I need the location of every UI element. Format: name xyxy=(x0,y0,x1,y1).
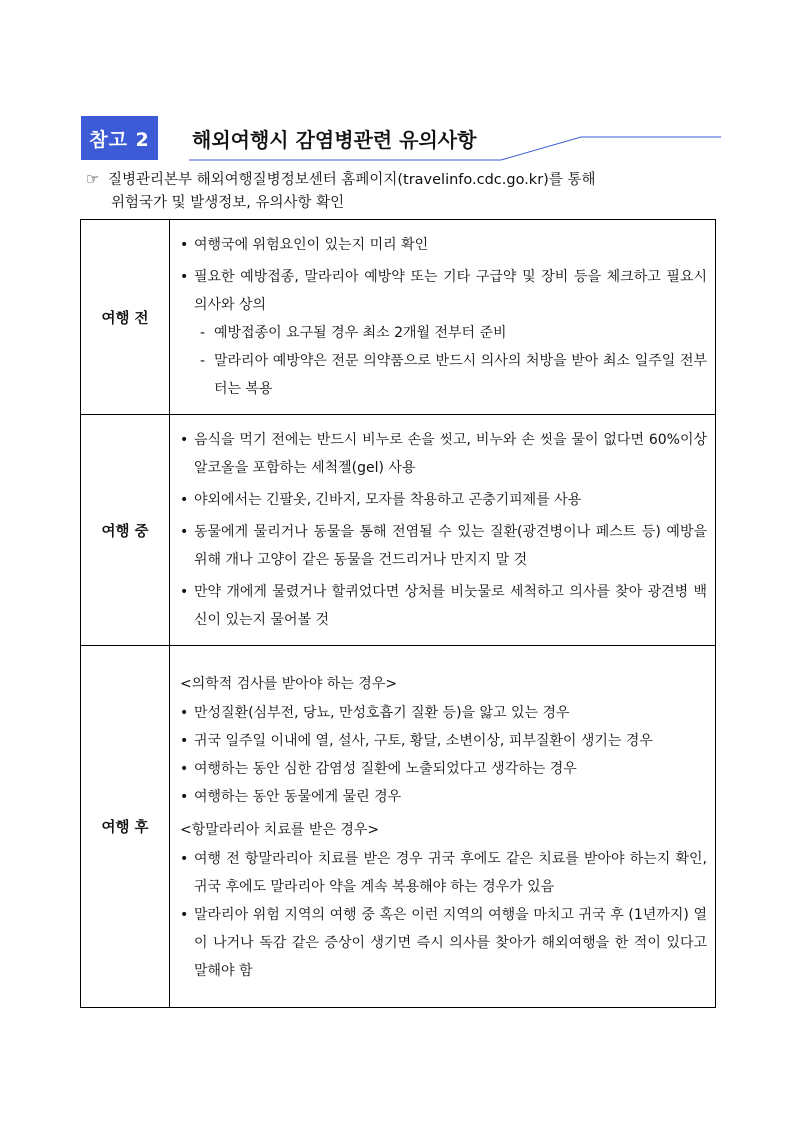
label-during: 여행 중 xyxy=(81,415,170,646)
list-item: • 귀국 일주일 이내에 열, 설사, 구토, 황달, 소변이상, 피부질환이 생기는 경우 xyxy=(180,727,707,755)
intro-line-1 xyxy=(86,168,716,192)
label-before: 여행 전 xyxy=(81,220,170,415)
content-before xyxy=(170,220,716,415)
list-item: - 예방접종이 요구될 경우 최소 2개월 전부터 준비 xyxy=(180,319,707,347)
pointing-hand-icon: ☞ xyxy=(86,170,100,188)
list-item: • 여행국에 위험요인이 있는지 미리 확인 xyxy=(180,231,707,259)
list-item: - 말라리아 예방약은 전문 의약품으로 반드시 의사의 처방을 받아 최소 일주일 전부터는 복용 xyxy=(180,347,707,403)
list-item: • 말라리아 위험 지역의 여행 중 혹은 이런 지역의 여행을 마치고 귀국 후 (1년까지) 열이 나거나 독감 같은 증상이 생기면 즉시 의사를 찾아가 해외여행을 한 적이 있다고 말해야 함 xyxy=(180,901,707,985)
intro-note xyxy=(86,168,716,215)
subheading: <의학적 검사를 받아야 하는 경우> xyxy=(180,675,398,692)
list-item: • 야외에서는 긴팔옷, 긴바지, 모자를 착용하고 곤충기피제를 사용 xyxy=(180,486,707,514)
row-before xyxy=(81,220,716,415)
header-rule xyxy=(81,116,721,164)
list-item: • 필요한 예방접종, 말라리아 예방약 또는 기타 구급약 및 장비 등을 체크하고 필요시 의사와 상의 xyxy=(180,263,707,319)
intro-text-1: 질병관리본부 해외여행질병정보센터 홈페이지(travelinfo.cdc.go.kr)를 통해 xyxy=(108,172,596,188)
list-item: • 음식을 먹기 전에는 반드시 비누로 손을 씻고, 비누와 손 씻을 물이 없다면 60%이상 알코올을 포함하는 세척젤(gel) 사용 xyxy=(180,426,707,482)
label-after: 여행 후 xyxy=(81,646,170,1008)
reference-badge: 참고 2 xyxy=(81,116,158,160)
subheading: <항말라리아 치료를 받은 경우> xyxy=(180,821,380,838)
intro-line-2: 위험국가 및 발생정보, 유의사항 확인 xyxy=(111,195,345,211)
content-during xyxy=(170,415,716,646)
precautions-table xyxy=(80,219,716,1008)
row-during xyxy=(81,415,716,646)
section-header xyxy=(81,116,721,164)
content-after xyxy=(170,646,716,1008)
list-item: • 여행하는 동안 동물에게 물린 경우 xyxy=(180,783,707,811)
list-item: • 만성질환(심부전, 당뇨, 만성호흡기 질환 등)을 앓고 있는 경우 xyxy=(180,699,707,727)
row-after xyxy=(81,646,716,1008)
list-item: • 여행하는 동안 심한 감염성 질환에 노출되었다고 생각하는 경우 xyxy=(180,755,707,783)
list-item: • 만약 개에게 물렸거나 할퀴었다면 상처를 비눗물로 세척하고 의사를 찾아 광견병 백신이 있는지 물어볼 것 xyxy=(180,578,707,634)
list-item: • 여행 전 항말라리아 치료를 받은 경우 귀국 후에도 같은 치료를 받아야 하는지 확인, 귀국 후에도 말라리아 약을 계속 복용해야 하는 경우가 있음 xyxy=(180,845,707,901)
page-title: 해외여행시 감염병관련 유의사항 xyxy=(192,128,477,152)
list-item: • 동물에게 물리거나 동물을 통해 전염될 수 있는 질환(광견병이나 페스트 등) 예방을 위해 개나 고양이 같은 동물을 건드리거나 만지지 말 것 xyxy=(180,518,707,574)
